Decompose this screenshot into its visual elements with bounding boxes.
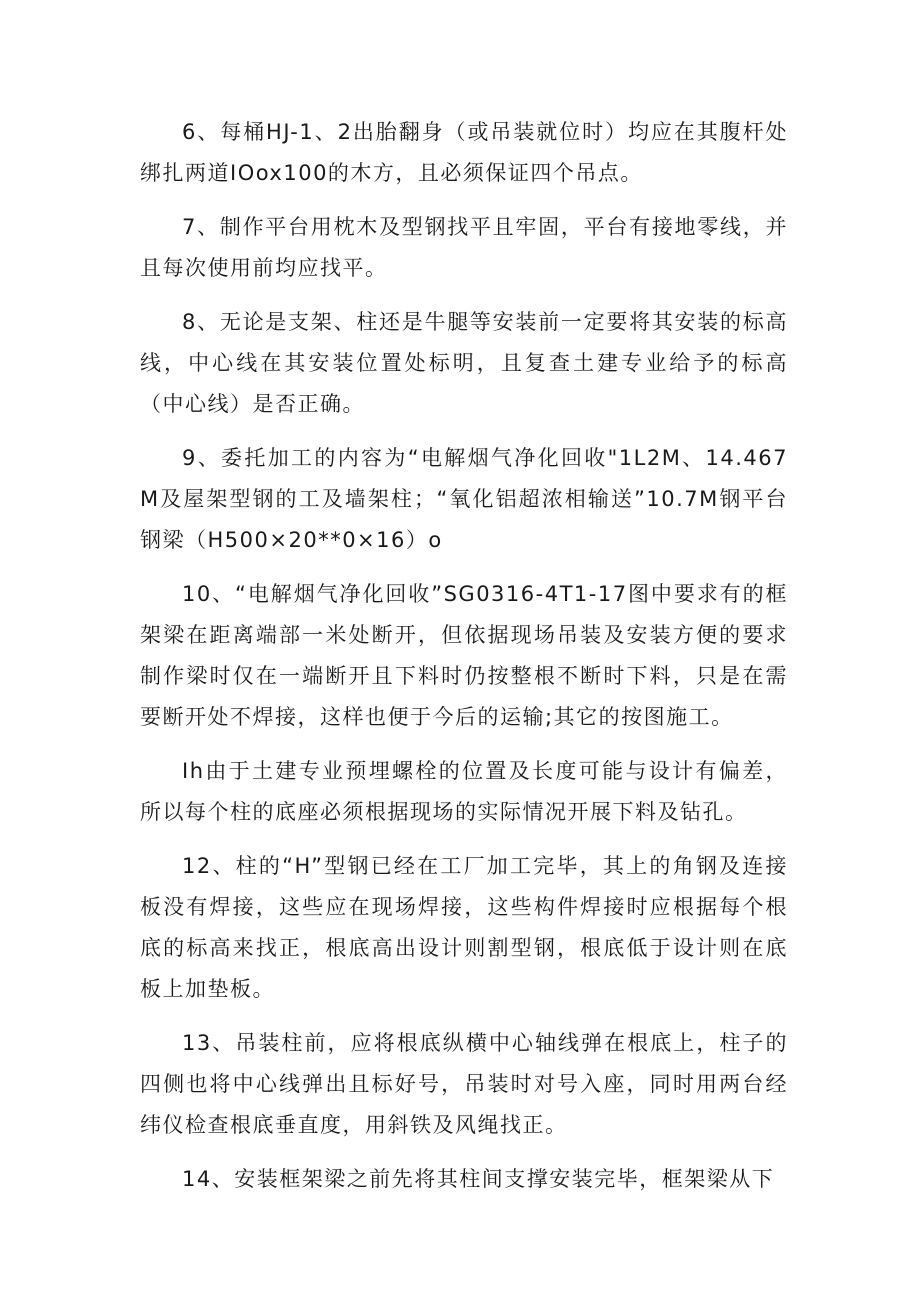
paragraph-item-8: 8、无论是支架、柱还是牛腿等安装前一定要将其安装的标高线，中心线在其安装位置处标明，且复查土建专业给予的标高（中心线）是否正确。 <box>140 310 788 416</box>
paragraph-item-14: 14、安装框架梁之前先将其柱间支撑安装完毕，框架梁从下 <box>182 1167 775 1191</box>
paragraph-item-9: 9、委托加工的内容为“电解烟气净化回收"1L2M、14.467M及屋架型钢的工及墙架柱；“氧化铝超浓相输送”10.7M钢平台钢梁（H500×20**0×16）o <box>140 446 788 552</box>
paragraph-item-10: 10、“电解烟气净化回收”SG0316-4T1-17图中要求有的框架梁在距离端部一米处断开，但依据现场吊装及安装方便的要求制作梁时仅在一端断开且下料时仍按整根不断时下料，只是在需要断开处不焊接，这样也便于今后的运输;其它的按图施工。 <box>140 582 788 729</box>
document-body <box>140 112 788 1213</box>
paragraph-item-11: Ih由于土建专业预埋螺栓的位置及长度可能与设计有偏差，所以每个柱的底座必须根据现场的实际情况开展下料及钻孔。 <box>140 759 788 824</box>
paragraph-item-12: 12、柱的“H”型钢已经在工厂加工完毕，其上的角钢及连接板没有焊接，这些应在现场焊接，这些构件焊接时应根据每个根底的标高来找正，根底高出设计则割型钢，根底低于设计则在底板上加垫板。 <box>140 854 788 1001</box>
paragraph-item-6: 6、每桶HJ-1、2出胎翻身（或吊装就位时）均应在其腹杆处绑扎两道IOox100的木方，且必须保证四个吊点。 <box>140 120 788 185</box>
paragraph-item-7: 7、制作平台用枕木及型钢找平且牢固，平台有接地零线，并且每次使用前均应找平。 <box>140 215 788 280</box>
paragraph-item-13: 13、吊装柱前，应将根底纵横中心轴线弹在根底上，柱子的四侧也将中心线弹出且标好号，吊装时对号入座，同时用两台经纬仪检查根底垂直度，用斜铁及风绳找正。 <box>140 1031 788 1137</box>
